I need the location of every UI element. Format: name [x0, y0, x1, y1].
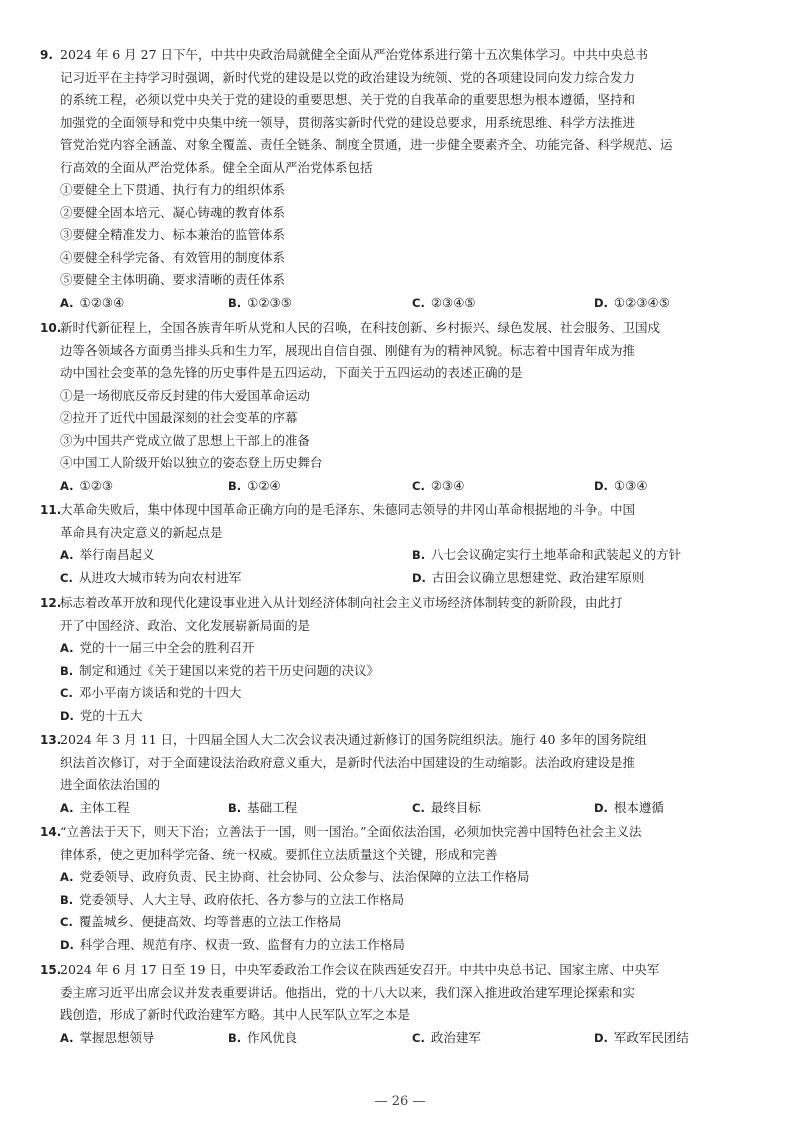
option-d: D. 根本遵循 [594, 799, 664, 815]
question-text-line: 2024 年 3 月 11 日，十四届全国人大二次会议表决通过新修订的国务院组织法。施行 40 多年的国务院组 [60, 732, 647, 747]
option-c: C. 最终目标 [412, 799, 481, 815]
option-b: B. 制定和通过《关于建国以来党的若干历史问题的决议》 [60, 662, 380, 678]
option-b: B. 八七会议确定实行土地革命和武装起义的方针 [412, 547, 682, 562]
question-text-line: 进全面依法治国的 [60, 777, 161, 792]
option-a: A. ①②③④ [60, 294, 125, 310]
statement-item: ①是一场彻底反帝反封建的伟大爱国革命运动 [60, 387, 311, 403]
statement-item: ④中国工人阶级开始以独立的姿态登上历史舞台 [60, 455, 323, 470]
question-number: 9. [40, 48, 53, 62]
option-b: B. ①②③⑤ [228, 294, 292, 310]
question-text-line: 开了中国经济、政治、文化发展崭新局面的是 [60, 617, 311, 633]
question-text-line: 新时代新征程上，全国各族青年听从党和人民的召唤，在科技创新、乡村振兴、绿色发展、社会服务、卫国戍 [60, 320, 661, 335]
option-b: B. 基础工程 [228, 799, 298, 815]
option-a: A. 掌握思想领导 [60, 1029, 155, 1045]
question-10 [40, 317, 762, 497]
option-a: A. 举行南昌起义 [60, 547, 155, 562]
question-text-line: 2024 年 6 月 17 日至 19 日，中央军委政治工作会议在陕西延安召开。中共中央总书记、国家主席、中央军 [60, 962, 660, 977]
question-text-line: 大革命失败后，集中体现中国革命正确方向的是毛泽东、朱德同志领导的井冈山革命根据地的斗争。中国 [60, 502, 636, 517]
question-text-line: 记习近平在主持学习时强调，新时代党的建设是以党的政治建设为统领、党的各项建设同向发力综合发力 [60, 69, 636, 85]
question-15 [40, 959, 762, 1049]
answer-options [40, 567, 762, 590]
statement-item: ①要健全上下贯通、执行有力的组织体系 [60, 182, 286, 197]
answer-options [40, 797, 762, 820]
question-text-line: 管党治党内容全涵盖、对象全覆盖、责任全链条、制度全贯通，进一步健全要素齐全、功能完备、科学规范、运 [60, 137, 673, 152]
option-c: C. 政治建军 [412, 1029, 481, 1045]
question-text-line: 践创造，形成了新时代政治建军方略。其中人民军队立军之本是 [60, 1007, 411, 1022]
question-number: 15. [40, 963, 62, 977]
statement-item: ②拉开了近代中国最深刻的社会变革的序幕 [60, 410, 298, 425]
question-number: 10. [40, 321, 62, 335]
question-text-line: 律体系，使之更加科学完备、统一权威。要抓住立法质量这个关键，形成和完善 [60, 846, 498, 862]
question-11 [40, 499, 762, 589]
option-d: D. ①③④ [594, 477, 648, 493]
option-a: A. 党委领导、政府负责、民主协商、社会协同、公众参与、法治保障的立法工作格局 [60, 869, 530, 884]
option-d: D. 科学合理、规范有序、权责一致、监督有力的立法工作格局 [60, 936, 405, 952]
option-d: D. 党的十五大 [60, 707, 143, 723]
option-d: D. ①②③④⑤ [594, 294, 670, 310]
option-c: C. 邓小平南方谈话和党的十四大 [60, 685, 242, 700]
statement-item: ④要健全科学完备、有效管用的制度体系 [60, 249, 286, 265]
option-a: A. 党的十一届三中全会的胜利召开 [60, 640, 255, 655]
question-number: 14. [40, 825, 62, 839]
answer-options [40, 1027, 762, 1050]
question-text-line: 的系统工程，必须以党中央关于党的建设的重要思想、关于党的自我革命的重要思想为根本遵循，坚持和 [60, 92, 636, 107]
option-b: B. 作风优良 [228, 1029, 298, 1045]
question-text-line: 标志着改革开放和现代化建设事业进入从计划经济体制向社会主义市场经济体制转变的新阶段，由此打 [60, 595, 623, 610]
question-number: 12. [40, 596, 62, 610]
question-text-line: 织法首次修订，对于全面建设法治政府意义重大，是新时代法治中国建设的生动缩影。法治政府建设是推 [60, 754, 636, 770]
option-d: D. 军政军民团结 [594, 1029, 689, 1045]
question-text-line: 动中国社会变革的急先锋的历史事件是五四运动，下面关于五四运动的表述正确的是 [60, 365, 523, 380]
question-text-line: 行高效的全面从严治党体系。健全全面从严治党体系包括 [60, 159, 373, 175]
option-a: A. ①②③ [60, 477, 114, 493]
question-13 [40, 729, 762, 819]
question-14 [40, 821, 762, 956]
question-text-line: 委主席习近平出席会议并发表重要讲话。他指出，党的十八大以来，我们深入推进政治建军理论探索和实 [60, 984, 636, 1000]
statement-item: ⑤要健全主体明确、要求清晰的责任体系 [60, 272, 286, 287]
answer-options [40, 292, 762, 315]
question-12 [40, 592, 762, 727]
option-d: D. 古田会议确立思想建党、政治建军原则 [412, 569, 645, 585]
question-text-line: 边等各领域各方面勇当排头兵和生力军，展现出自信自强、刚健有为的精神风貌。标志着中国青年成为推 [60, 342, 636, 358]
question-text-line: 革命具有决定意义的新起点是 [60, 524, 223, 540]
question-number: 11. [40, 503, 62, 517]
option-b: B. 党委领导、人大主导、政府依托、各方参与的立法工作格局 [60, 891, 405, 907]
option-a: A. 主体工程 [60, 799, 130, 815]
option-c: C. 从进攻大城市转为向农村进军 [60, 569, 242, 585]
question-text-line: “立善法于天下，则天下治；立善法于一国，则一国治。”全面依法治国，必须加快完善中国特色社会主义法 [60, 824, 642, 839]
option-c: C. ②③④⑤ [412, 294, 476, 310]
question-9 [40, 44, 762, 314]
answer-options [40, 544, 762, 567]
statement-item: ②要健全固本培元、凝心铸魂的教育体系 [60, 204, 286, 220]
option-b: B. ①②④ [228, 477, 281, 493]
question-text-line: 2024 年 6 月 27 日下午，中共中央政治局就健全全面从严治党体系进行第十五次集体学习。中共中央总书 [60, 47, 649, 62]
question-text-line: 加强党的全面领导和党中央集中统一领导，贯彻落实新时代党的建设总要求，用系统思维、科学方法推进 [60, 114, 636, 130]
statement-item: ③为中国共产党成立做了思想上干部上的准备 [60, 432, 311, 448]
option-c: C. ②③④ [412, 477, 465, 493]
question-number: 13. [40, 733, 62, 747]
answer-options [40, 475, 762, 498]
page-number: — 26 — [374, 1094, 426, 1109]
statement-item: ③要健全精准发力、标本兼治的监管体系 [60, 227, 286, 242]
option-c: C. 覆盖城乡、便捷高效、均等普惠的立法工作格局 [60, 914, 342, 929]
